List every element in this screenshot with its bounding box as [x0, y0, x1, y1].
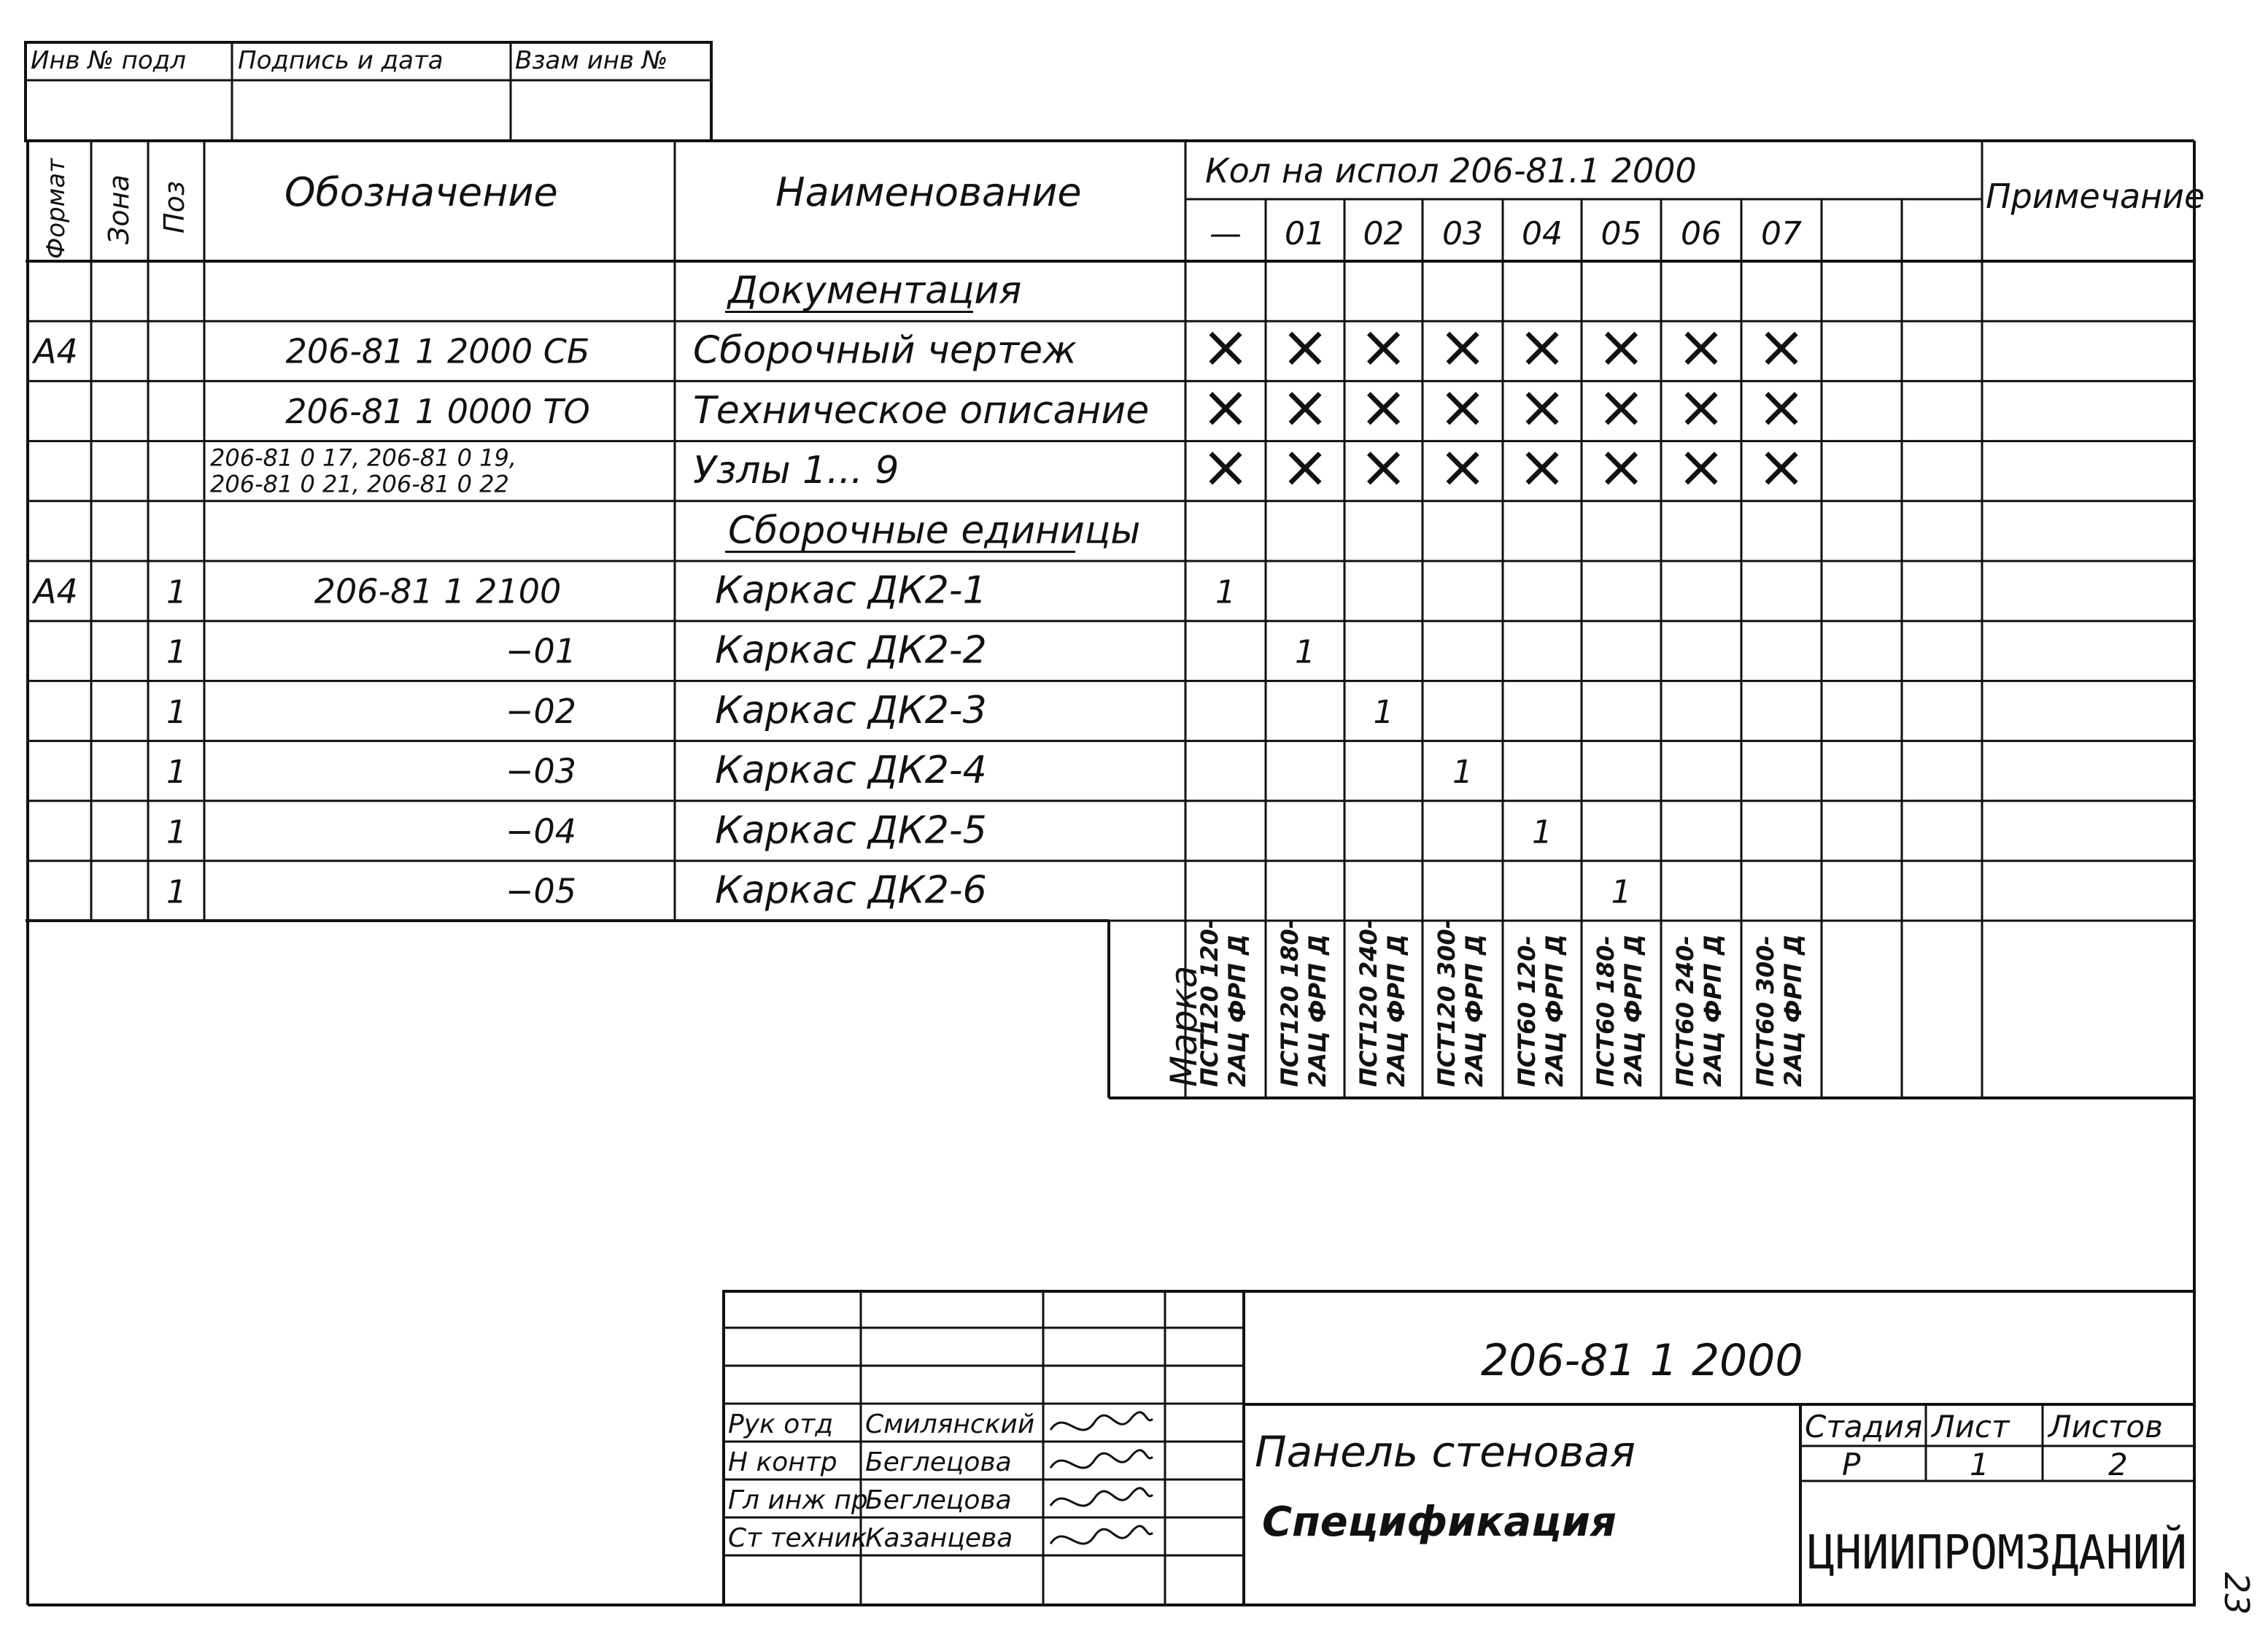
marka-value-line2: 2АЦ ФРП Д	[1460, 934, 1488, 1087]
sheet-value: 1	[1970, 1447, 1989, 1482]
marka-label: Марка	[1163, 965, 1205, 1087]
cell-designation-line2: 206-81 0 21, 206-81 0 22	[210, 470, 509, 498]
applicability-cross: ×	[1358, 433, 1409, 501]
header-note: Примечание	[1986, 177, 2205, 216]
cell-name: Каркас ДК2-2	[715, 628, 987, 673]
applicability-cross: ×	[1201, 433, 1250, 501]
marka-value-line2: 2АЦ ФРП Д	[1619, 934, 1647, 1087]
table-row	[31, 313, 1806, 381]
quantity-value: 1	[1532, 813, 1552, 851]
applicability-cross: ×	[1596, 372, 1646, 441]
header-pos: Поз	[158, 180, 190, 233]
applicability-cross: ×	[1757, 312, 1806, 381]
marka-value-line1: ПСТ60 120-	[1513, 935, 1541, 1087]
variant-header-6: 05	[1601, 215, 1642, 252]
drawing-subtitle: Спецификация	[1262, 1498, 1617, 1546]
cell-name: Узлы 1... 9	[693, 449, 899, 493]
cell-designation: −01	[505, 631, 576, 671]
applicability-cross: ×	[1438, 372, 1487, 441]
table-row	[31, 569, 1236, 613]
applicability-cross: ×	[1676, 433, 1726, 501]
cell-designation: 206-81 1 0000 ТО	[285, 391, 590, 431]
stamp-label-replace: Взам инв №	[515, 46, 668, 75]
cell-designation: 206-81 0 17, 206-81 0 19,	[210, 444, 517, 472]
header-qty-group: Кол на испол 206-81.1 2000	[1205, 151, 1697, 190]
quantity-value: 1	[1373, 693, 1394, 731]
cell-designation: −05	[505, 871, 576, 911]
section-row	[725, 269, 1021, 313]
signer-name: Беглецова	[865, 1485, 1012, 1515]
section-title: Сборочные единицы	[728, 508, 1141, 553]
quantity-value: 1	[1295, 633, 1315, 671]
cell-name: Техническое описание	[693, 388, 1150, 433]
variant-header-8: 07	[1761, 215, 1802, 252]
page-number: 23	[2217, 1572, 2256, 1615]
applicability-cross: ×	[1757, 372, 1806, 441]
stamp-label-inv: Инв № подл	[31, 46, 186, 75]
variant-columns	[1210, 215, 1802, 252]
drawing-title: Панель стеновая	[1255, 1427, 1636, 1477]
organization-name: ЦНИИПРОМЗДАНИЙ	[1808, 1526, 2202, 1580]
drawing-code: 206-81 1 2000	[1481, 1335, 1803, 1386]
cell-pos: 1	[166, 873, 187, 911]
cell-format: А4	[34, 571, 78, 611]
variant-header-1: —	[1210, 215, 1242, 252]
table-row	[210, 433, 1806, 500]
cell-format: А4	[34, 331, 78, 371]
cell-name: Каркас ДК2-3	[715, 688, 987, 732]
cell-designation: 206-81 1 2100	[314, 571, 562, 611]
archive-stamp	[26, 42, 711, 141]
sheets-value: 2	[2108, 1447, 2128, 1482]
applicability-cross: ×	[1438, 312, 1487, 381]
marka-value-line2: 2АЦ ФРП Д	[1223, 934, 1251, 1087]
section-title: Документация	[728, 268, 1022, 313]
marka-value-line2: 2АЦ ФРП Д	[1699, 934, 1727, 1087]
cell-designation: −04	[505, 811, 576, 851]
cell-pos: 1	[166, 633, 187, 671]
marka-value-line1: ПСТ60 180-	[1592, 935, 1619, 1087]
header-name: Наименование	[775, 169, 1082, 215]
variant-header-2: 01	[1285, 215, 1325, 252]
signer-role: Ст техник	[728, 1523, 867, 1553]
signers-list	[728, 1409, 1153, 1553]
applicability-cross: ×	[1280, 312, 1330, 381]
signer-role: Н контр	[728, 1447, 837, 1477]
variant-header-4: 03	[1442, 215, 1483, 252]
header-designation: Обозначение	[285, 169, 558, 215]
header-zone: Зона	[103, 174, 135, 244]
applicability-cross: ×	[1201, 372, 1250, 441]
marka-value-line1: ПСТ60 240-	[1671, 935, 1699, 1087]
signature-mark	[1050, 1488, 1153, 1506]
cell-name: Каркас ДК2-6	[715, 868, 987, 913]
sheets-label: Листов	[2048, 1409, 2163, 1444]
applicability-cross: ×	[1676, 312, 1726, 381]
applicability-cross: ×	[1596, 312, 1646, 381]
applicability-cross: ×	[1676, 372, 1726, 441]
marka-value-line1: ПСТ60 300-	[1752, 935, 1779, 1087]
applicability-cross: ×	[1280, 433, 1330, 501]
spec-rows	[31, 269, 1806, 913]
applicability-cross: ×	[1358, 312, 1409, 381]
header-format: Формат	[42, 158, 71, 259]
signature-mark	[1050, 1526, 1153, 1544]
cell-pos: 1	[166, 573, 187, 611]
table-row	[166, 629, 1315, 673]
signer-role: Гл инж пр	[728, 1485, 868, 1515]
table-row	[166, 869, 1632, 913]
marka-value-line2: 2АЦ ФРП Д	[1304, 934, 1331, 1087]
marka-value-line1: ПСТ120 120-	[1196, 918, 1223, 1087]
variant-header-7: 06	[1681, 215, 1722, 252]
variant-header-3: 02	[1363, 215, 1404, 252]
signature-mark	[1050, 1412, 1153, 1430]
applicability-cross: ×	[1517, 433, 1567, 501]
cell-designation: −02	[505, 691, 576, 731]
applicability-cross: ×	[1358, 372, 1409, 441]
cell-designation: 206-81 1 2000 СБ	[285, 331, 590, 371]
cell-name: Каркас ДК2-4	[715, 749, 987, 793]
marka-value-line1: ПСТ120 240-	[1355, 918, 1382, 1087]
signer-name: Казанцева	[865, 1523, 1013, 1553]
quantity-value: 1	[1452, 754, 1473, 792]
applicability-cross: ×	[1438, 433, 1487, 501]
table-row	[166, 749, 1473, 792]
marka-value-line2: 2АЦ ФРП Д	[1541, 934, 1568, 1087]
stage-label: Стадия	[1805, 1409, 1923, 1444]
cell-designation: −03	[505, 751, 576, 792]
table-row	[285, 373, 1806, 441]
cell-name: Сборочный чертеж	[693, 328, 1077, 373]
marka-value-line2: 2АЦ ФРП Д	[1382, 934, 1410, 1087]
applicability-cross: ×	[1280, 372, 1330, 441]
cell-pos: 1	[166, 754, 187, 792]
stamp-label-sign: Подпись и дата	[238, 46, 444, 75]
applicability-cross: ×	[1517, 312, 1567, 381]
cell-pos: 1	[166, 813, 187, 851]
marka-value-line1: ПСТ120 300-	[1433, 918, 1460, 1087]
applicability-cross: ×	[1201, 312, 1250, 381]
marka-band	[1163, 919, 1807, 1087]
quantity-value: 1	[1215, 573, 1236, 611]
table-row	[166, 689, 1394, 732]
spec-table-grid	[26, 141, 2194, 1098]
cell-name: Каркас ДК2-1	[715, 568, 987, 613]
marka-value-line1: ПСТ120 180-	[1276, 918, 1304, 1087]
applicability-cross: ×	[1596, 433, 1646, 501]
spec-table-header	[42, 151, 2205, 259]
signature-mark	[1050, 1450, 1153, 1468]
cell-name: Каркас ДК2-5	[715, 808, 987, 853]
cell-pos: 1	[166, 693, 187, 731]
sheet-label: Лист	[1932, 1409, 2010, 1444]
signer-name: Беглецова	[865, 1447, 1012, 1477]
stage-value: Р	[1842, 1447, 1861, 1482]
applicability-cross: ×	[1757, 433, 1806, 501]
signer-name: Смилянский	[865, 1409, 1035, 1439]
marka-value-line2: 2АЦ ФРП Д	[1779, 934, 1807, 1087]
signer-role: Рук отд	[728, 1409, 834, 1439]
quantity-value: 1	[1611, 873, 1632, 911]
applicability-cross: ×	[1517, 372, 1567, 441]
section-row	[725, 508, 1140, 552]
variant-header-5: 04	[1522, 215, 1563, 252]
